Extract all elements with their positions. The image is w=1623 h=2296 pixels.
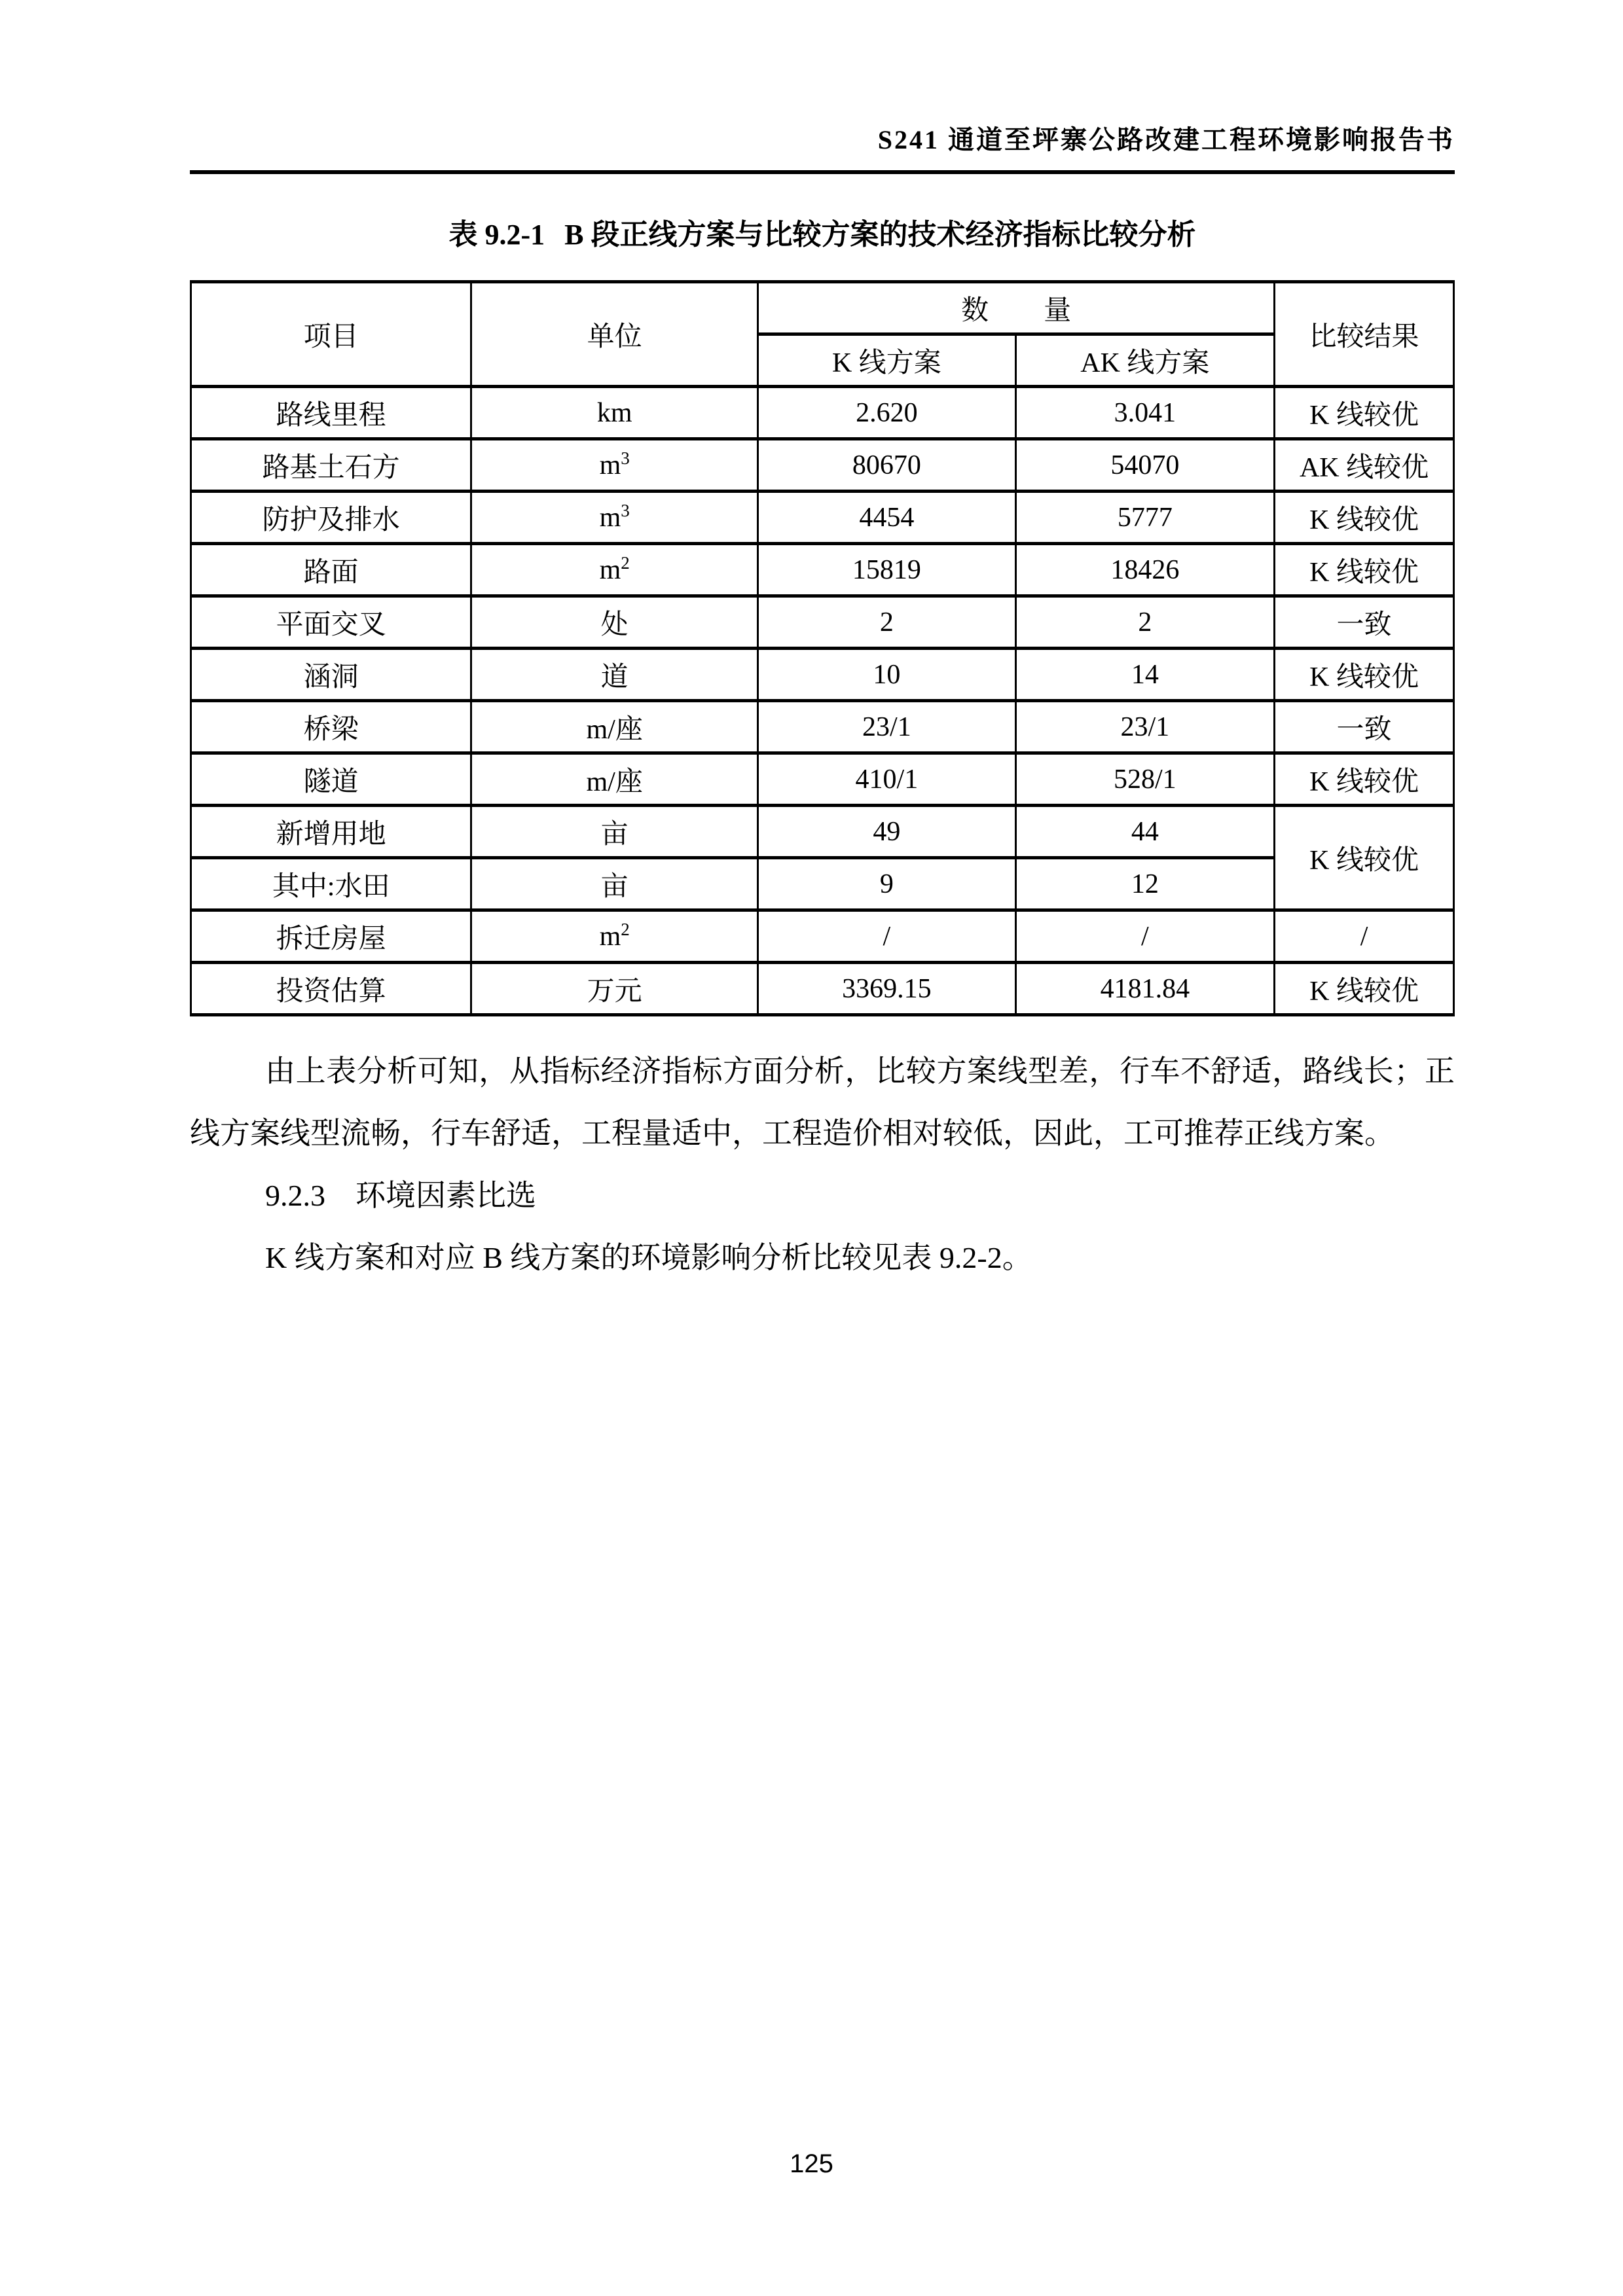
cell-ak-plan: 18426: [1015, 544, 1274, 596]
table-row: [191, 387, 1454, 439]
cell-item: 隧道: [191, 753, 471, 806]
page-content: [190, 0, 1455, 1289]
cell-ak-plan: 4181.84: [1015, 963, 1274, 1015]
cell-result: K 线较优: [1275, 492, 1454, 544]
cell-ak-plan: 44: [1015, 806, 1274, 858]
page-number: 125: [790, 2149, 833, 2178]
cell-unit: km: [471, 387, 758, 439]
cell-result: K 线较优: [1275, 544, 1454, 596]
cell-k-plan: 4454: [758, 492, 1016, 544]
cell-result: K 线较优: [1275, 387, 1454, 439]
table-row: [191, 806, 1454, 858]
cell-item: 防护及排水: [191, 492, 471, 544]
table-header-row-1: [191, 282, 1454, 334]
cell-result: K 线较优: [1275, 753, 1454, 806]
cell-ak-plan: 2: [1015, 596, 1274, 649]
cell-unit: $m^3$: [471, 492, 758, 544]
cell-unit: 万元: [471, 963, 758, 1015]
cell-k-plan: 410/1: [758, 753, 1016, 806]
cell-ak-plan: 23/1: [1015, 701, 1274, 753]
cell-item: 路面: [191, 544, 471, 596]
cell-unit: 亩: [471, 858, 758, 910]
cell-result: K 线较优: [1275, 649, 1454, 701]
col-header-ak-plan: AK 线方案: [1015, 334, 1274, 387]
running-header-title: S241 通道至坪寨公路改建工程环境影响报告书: [877, 125, 1455, 154]
cell-ak-plan: 5777: [1015, 492, 1274, 544]
cell-item: 路基土石方: [191, 439, 471, 492]
cell-item: 拆迁房屋: [191, 910, 471, 963]
cell-item: 涵洞: [191, 649, 471, 701]
body-text-section: [190, 1040, 1455, 1289]
cell-ak-plan: 54070: [1015, 439, 1274, 492]
cell-unit: $m^3$: [471, 439, 758, 492]
cell-k-plan: 2: [758, 596, 1016, 649]
table-caption-label: 表 9.2-1: [448, 219, 545, 251]
cell-item: 投资估算: [191, 963, 471, 1015]
table-row: [191, 963, 1454, 1015]
cell-ak-plan: /: [1015, 910, 1274, 963]
cell-unit: m/座: [471, 701, 758, 753]
cell-k-plan: 9: [758, 858, 1016, 910]
table-row: [191, 596, 1454, 649]
paragraph-reference: K 线方案和对应 B 线方案的环境影响分析比较见表 9.2-2。: [265, 1241, 1032, 1274]
table-row: [191, 858, 1454, 910]
paragraph-analysis: 由上表分析可知，从指标经济指标方面分析，比较方案线型差，行车不舒适，路线长；正线方案线型流畅，行车舒适，工程量适中，工程造价相对较低，因此，工可推荐正线方案。: [190, 1054, 1455, 1150]
cell-item: 路线里程: [191, 387, 471, 439]
table-head: [191, 282, 1454, 387]
col-header-quantity: 数 量: [758, 282, 1275, 334]
cell-unit: 处: [471, 596, 758, 649]
table-row: [191, 701, 1454, 753]
table-row: [191, 544, 1454, 596]
cell-result: K 线较优: [1275, 963, 1454, 1015]
col-header-item: 项目: [191, 282, 471, 387]
cell-item: 桥梁: [191, 701, 471, 753]
cell-k-plan: 2.620: [758, 387, 1016, 439]
cell-result: K 线较优: [1275, 806, 1454, 910]
cell-unit: m/座: [471, 753, 758, 806]
cell-k-plan: 49: [758, 806, 1016, 858]
cell-ak-plan: 14: [1015, 649, 1274, 701]
table-row: [191, 910, 1454, 963]
table-row: [191, 492, 1454, 544]
section-heading-text: 环境因素比选: [356, 1179, 536, 1212]
cell-k-plan: 10: [758, 649, 1016, 701]
table-row: [191, 439, 1454, 492]
cell-result: AK 线较优: [1275, 439, 1454, 492]
cell-k-plan: /: [758, 910, 1016, 963]
cell-k-plan: 3369.15: [758, 963, 1016, 1015]
cell-ak-plan: 3.041: [1015, 387, 1274, 439]
col-header-result: 比较结果: [1275, 282, 1454, 387]
cell-item: 新增用地: [191, 806, 471, 858]
section-heading-number: 9.2.3: [265, 1179, 325, 1212]
cell-k-plan: 23/1: [758, 701, 1016, 753]
cell-unit: 亩: [471, 806, 758, 858]
cell-result: /: [1275, 910, 1454, 963]
cell-item: 其中:水田: [191, 858, 471, 910]
section-heading: [190, 1164, 1455, 1227]
col-header-k-plan: K 线方案: [758, 334, 1016, 387]
table-caption: [190, 216, 1455, 254]
table-row: [191, 753, 1454, 806]
cell-ak-plan: 528/1: [1015, 753, 1274, 806]
col-header-unit: 单位: [471, 282, 758, 387]
cell-result: 一致: [1275, 701, 1454, 753]
cell-unit: $m^2$: [471, 910, 758, 963]
table-caption-text: B 段正线方案与比较方案的技术经济指标比较分析: [564, 219, 1196, 251]
table-body: [191, 387, 1454, 1015]
cell-item: 平面交叉: [191, 596, 471, 649]
cell-k-plan: 15819: [758, 544, 1016, 596]
header-rule: [190, 170, 1455, 174]
running-header: [190, 0, 1455, 157]
cell-unit: $m^2$: [471, 544, 758, 596]
comparison-table: [190, 280, 1455, 1016]
table-row: [191, 649, 1454, 701]
cell-ak-plan: 12: [1015, 858, 1274, 910]
cell-result: 一致: [1275, 596, 1454, 649]
cell-unit: 道: [471, 649, 758, 701]
cell-k-plan: 80670: [758, 439, 1016, 492]
